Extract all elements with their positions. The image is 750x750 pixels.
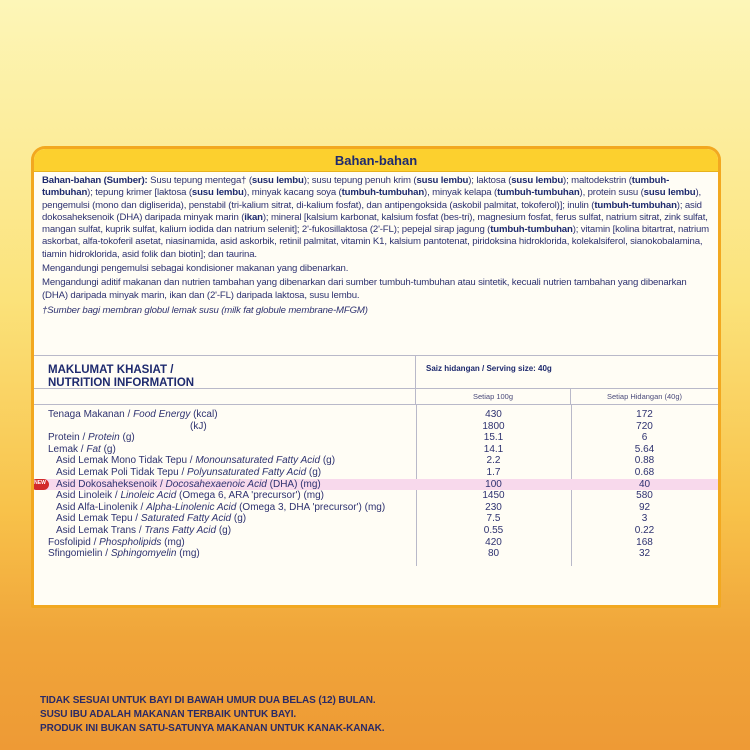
value-per-serving: 0.68 [634,466,655,478]
ingredient-text: ), minyak kelapa ( [424,187,498,199]
value-per-serving: 92 [638,501,651,513]
value-per-100g: 80 [487,548,500,560]
disclaimer [40,694,384,736]
nutrition-title [34,356,416,390]
nutrition-row [34,479,718,491]
ingredient-source-bold: tumbuh-tumbuhan [497,187,580,199]
value-per-serving: 0.88 [634,455,655,467]
nutrition-row [34,490,718,502]
ingredient-source-bold: ikan [244,211,263,223]
additive-note: Mengandungi aditif makanan dan nutrien tambahan yang dibenarkan dari sumber tumbuh-tumbuhan atau sintetik, kecuali nutrien tambahan yang dibenarkan (DHA) daripada minyak marin, ikan dan (2'-FL) daripada laktosa, susu lembu. [42,277,687,301]
disclaimer-line-2: SUSU IBU ADALAH MAKANAN TERBAIK UNTUK BAYI. [40,709,297,720]
value-per-serving: 720 [636,420,653,432]
disclaimer-line-1: TIDAK SESUAI UNTUK BAYI DI BAWAH UMUR DUA BELAS (12) BULAN. [40,695,376,706]
value-per-serving: 6 [641,432,648,444]
ingredient-source-bold: tumbuh-tumbuhan [490,224,573,236]
value-per-serving: 580 [636,490,653,502]
value-per-100g: 420 [485,536,502,548]
nutrition-row [34,432,718,444]
value-per-100g: 1800 [482,420,505,432]
nutrient-label: Asid Lemak Mono Tidak Tepu / Monounsaturated Fatty Acid (g) [56,455,336,467]
mfgm-footnote: †Sumber bagi membran globul lemak susu (milk fat globule membrane-MFGM) [42,304,368,316]
value-per-serving: 3 [641,513,648,525]
nutrition-title-en: NUTRITION INFORMATION [48,377,195,389]
nutrient-label: Tenaga Makanan / Food Energy (kcal) [48,409,218,420]
value-per-100g: 0.55 [483,524,504,536]
nutrient-label: Fosfolipid / Phospholipids (mg) [48,536,185,548]
value-per-100g: 1.7 [486,466,501,478]
value-per-100g: 430 [485,409,502,420]
value-per-100g: 14.1 [483,443,504,455]
emulsifier-note: Mengandungi pengemulsi sebagai kondisioner makanan yang dibenarkan. [42,263,349,275]
value-per-100g: 15.1 [483,432,504,444]
ingredient-text: ), protein susu ( [579,187,644,199]
serving-size: Saiz hidangan / Serving size: 40g [426,364,552,373]
value-per-serving: 5.64 [634,443,655,455]
ingredient-source-bold: susu lembu [511,175,564,186]
value-per-serving: 0.22 [634,524,655,536]
nutrition-row [34,409,718,421]
ingredient-text: ); susu tepung penuh krim ( [303,175,417,186]
nutrition-row [34,502,718,514]
value-per-serving: 40 [638,478,651,490]
nutrition-row [34,421,718,433]
value-per-serving: 172 [636,409,653,420]
nutrient-label: Asid Lemak Trans / Trans Fatty Acid (g) [56,524,232,536]
nutrition-row [34,525,718,537]
value-per-serving: 168 [636,536,653,548]
nutrition-row [34,537,718,549]
nutrition-row [34,513,718,525]
col-per-100g: Setiap 100g [416,389,571,404]
ingredient-source-bold: tumbuh-tumbuhan [42,175,670,199]
col-per-serving: Setiap Hidangan (40g) [606,392,683,401]
ingredient-text: ); vitamin [kolina bitartrat, natrium askorbat, alfa-tokoferil asetat, niasinamida, asid askorbik, retinil palmitat, vitamin K1, kalsium pantotenat, piridoksina hidroklorida, kolekalsiferol, sianokobalamina, tiamin hidroklorida, asid folik dan biotin]; dan taurina. [42,224,709,260]
value-per-100g: 230 [485,501,502,513]
nutrient-label: Asid Lemak Tepu / Saturated Fatty Acid (g) [56,513,247,525]
nutrient-label: Protein / Protein (g) [48,432,135,444]
nutrition-row [34,444,718,456]
ingredient-source-bold: susu lembu [191,187,244,199]
ingredient-source-bold: susu lembu [416,175,469,186]
nutrient-label: Sfingomielin / Sphingomyelin (mg) [48,548,200,560]
new-badge: NEW [31,479,49,490]
ingredient-text: ), pengemulsi (mono dan digliserida), penstabil (tri-kalium sitrat, di-kalium fosfat), dan antipengoksida (askobil palmitat, tokoferol)]; inulin ( [42,187,702,211]
value-per-serving: 32 [638,548,651,560]
ingredients-text [42,175,710,261]
label-panel [31,146,721,608]
ingredient-text: ); laktosa ( [468,175,512,186]
ingredient-source-bold: susu lembu [251,175,304,186]
nutrient-label: Asid Alfa-Linolenik / Alpha-Linolenic Acid (Omega 3, DHA 'precursor') (mg) [56,501,386,513]
ingredient-text: Susu tepung mentega† ( [147,175,252,186]
ingredient-source-bold: Bahan-bahan (Sumber): [42,175,148,186]
value-per-100g: 100 [485,478,502,490]
ingredient-text: ); mineral [kalsium karbonat, kalsium fosfat (bes-tri), magnesium fosfat, ferus sulfat, natrium sitrat, zink sulfat, mangan sulfat, kuprik sulfat, kalium iodida dan natrium selenit]; 2'-fukosillaktosa (2'-FL); pepejal sirap jagung ( [42,211,708,236]
nutrition-table [34,355,718,605]
nutrition-rows [34,405,718,560]
ingredient-text: ); asid dokosaheksenoik (DHA) daripada minyak marin ( [42,199,702,223]
nutrient-label: Asid Linoleik / Linoleic Acid (Omega 6, ARA 'precursor') (mg) [56,490,325,502]
nutrition-title-ms: MAKLUMAT KHASIAT / [48,364,174,376]
ingredients-section [34,172,718,325]
value-per-100g: 1450 [482,490,505,502]
ingredient-text: ); maltodekstrin ( [563,175,632,186]
ingredient-text: ); tepung krimer [laktosa ( [87,187,192,199]
ingredient-source-bold: tumbuh-tumbuhan [341,187,425,199]
nutrient-label: (kJ) [190,420,207,432]
nutrition-row [34,548,718,560]
disclaimer-line-3: PRODUK INI BUKAN SATU-SATUNYA MAKANAN UNTUK KANAK-KANAK. [40,723,385,734]
ingredient-source-bold: tumbuh-tumbuhan [594,199,677,211]
nutrient-label: Asid Lemak Poli Tidak Tepu / Polyunsaturated Fatty Acid (g) [56,466,322,478]
ingredient-source-bold: susu lembu [643,187,696,199]
ingredients-header: Bahan-bahan [34,149,718,172]
nutrition-row [34,467,718,479]
nutrient-label: Asid Dokosaheksenoik / Docosahexaenoic Acid (DHA) (mg) [56,478,321,490]
nutrition-row [34,455,718,467]
nutrient-label: Lemak / Fat (g) [48,443,116,455]
value-per-100g: 2.2 [486,455,501,467]
ingredient-text: ), minyak kacang soya ( [243,187,342,199]
value-per-100g: 7.5 [486,513,501,525]
